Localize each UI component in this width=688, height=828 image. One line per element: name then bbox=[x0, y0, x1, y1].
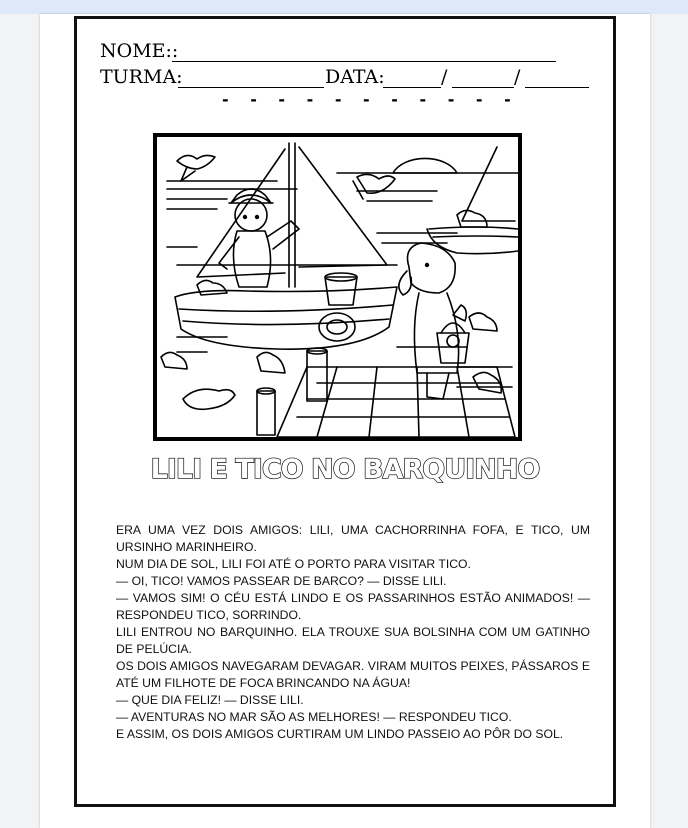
data-label: DATA: bbox=[325, 66, 385, 88]
nome-label: NOME:: bbox=[100, 40, 179, 62]
story-paragraph: E ASSIM, OS DOIS AMIGOS CURTIRAM UM LINDO PASSEIO AO PÔR DO SOL. bbox=[116, 727, 564, 741]
story-title: LILI E TICO NO BARQUINHO bbox=[150, 454, 540, 485]
story-paragraph: ERA UMA VEZ DOIS AMIGOS: LILI, UMA CACHORRINHA FOFA, E TICO, UM URSINHO MARINHEIRO. bbox=[116, 523, 590, 554]
story-paragraph: — QUE DIA FELIZ! — DISSE LILI. bbox=[116, 693, 304, 707]
dashed-divider: - - - - - - - - - - - bbox=[222, 90, 519, 109]
date-day-line bbox=[383, 87, 441, 88]
date-separator: / bbox=[514, 66, 521, 88]
coloring-illustration bbox=[153, 133, 522, 441]
date-separator: / bbox=[441, 66, 448, 88]
date-month-line bbox=[452, 87, 514, 88]
story-text bbox=[116, 522, 590, 743]
story-paragraph: — VAMOS SIM! O CÉU ESTÁ LINDO E OS PASSARINHOS ESTÃO ANIMADOS! — RESPONDEU TICO, SORRINDO. bbox=[116, 591, 590, 622]
story-paragraph: — OI, TICO! VAMOS PASSEAR DE BARCO? — DISSE LILI. bbox=[116, 574, 447, 588]
viewer-top-bar bbox=[0, 0, 688, 14]
boat-scene-icon bbox=[157, 137, 518, 437]
turma-line bbox=[178, 87, 324, 88]
story-paragraph: — AVENTURAS NO MAR SÃO AS MELHORES! — RESPONDEU TICO. bbox=[116, 710, 512, 724]
nome-line bbox=[172, 61, 556, 62]
date-year-line bbox=[525, 87, 589, 88]
turma-label: TURMA: bbox=[100, 66, 183, 88]
story-paragraph: LILI ENTROU NO BARQUINHO. ELA TROUXE SUA BOLSINHA COM UM GATINHO DE PELÚCIA. bbox=[116, 625, 590, 656]
story-paragraph: OS DOIS AMIGOS NAVEGARAM DEVAGAR. VIRAM MUITOS PEIXES, PÁSSAROS E ATÉ UM FILHOTE DE FOCA BRINCANDO NA ÁGUA! bbox=[116, 659, 590, 690]
story-paragraph: NUM DIA DE SOL, LILI FOI ATÉ O PORTO PARA VISITAR TICO. bbox=[116, 557, 471, 571]
